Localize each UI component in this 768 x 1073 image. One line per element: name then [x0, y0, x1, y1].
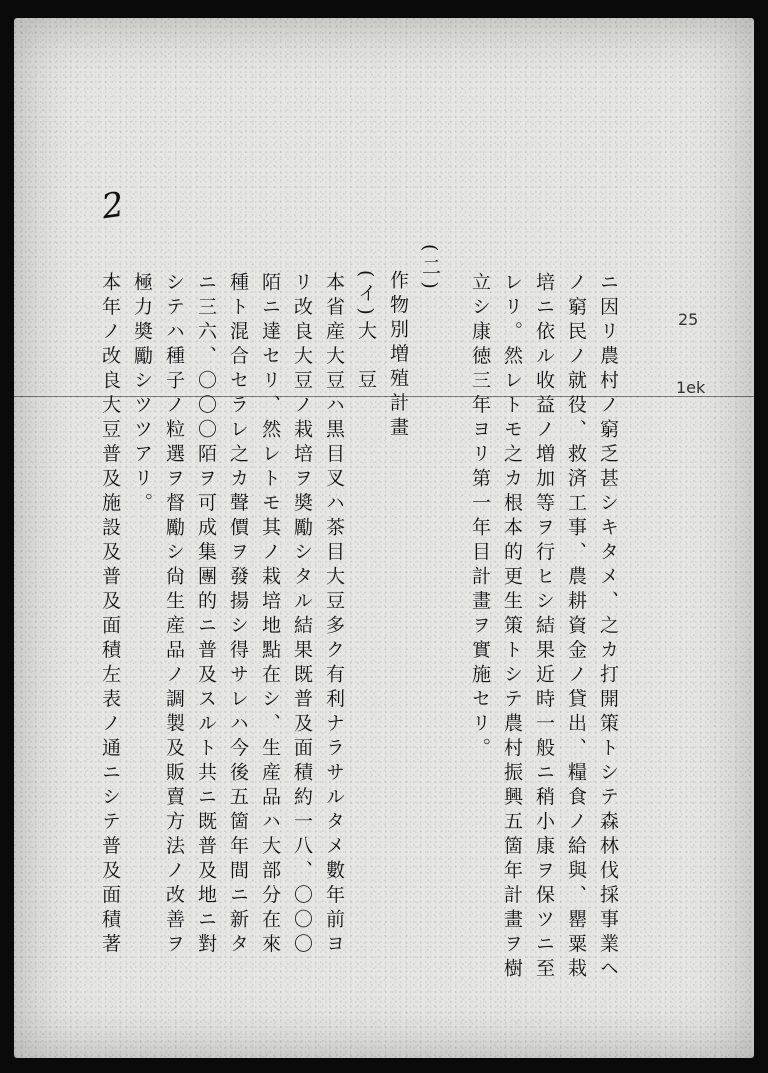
text-column: 本省産大豆ハ黒目叉ハ茶目大豆多ク有利ナラサルタメ數年前ヨ: [323, 272, 345, 958]
text-column: レリ。然レトモ之カ根本的更生策トシテ農村振興五箇年計畫ヲ樹: [501, 272, 523, 983]
text-column: 培ニ依ル收益ノ増加等ヲ行ヒシ結果近時一般ニ稍小康ヲ保ツニ至: [533, 272, 555, 983]
handwritten-page-number: 2: [99, 184, 127, 228]
text-column: 陌ニ達セリ、然レトモ其ノ栽培地點在シ、生産品ハ大部分在來: [259, 272, 281, 958]
text-column: リ改良大豆ノ栽培ヲ奬勵シタル結果既普及面積約一八、〇〇〇: [291, 272, 313, 958]
text-column: シテハ種子ノ粒選ヲ督勵シ尙生産品ノ調製及販賣方法ノ改善ヲ: [163, 272, 185, 958]
text-column: 種ト混合セラレ之カ聲價ヲ發揚シ得サレハ今後五箇年間ニ新タ: [227, 272, 249, 958]
subsection-heading: (イ)大 豆: [355, 270, 377, 394]
margin-mark: 1ek: [676, 378, 706, 397]
vertical-text-block: [84, 230, 624, 990]
text-column: 立シ康徳三年ヨリ第一年目計畫ヲ實施セリ。: [469, 272, 491, 762]
section-number: (二): [419, 244, 441, 295]
text-column: 本年ノ改良大豆普及施設及普及面積左表ノ通ニシテ普及面積著: [99, 272, 121, 958]
text-column: 極力奬勵シツツアリ。: [131, 272, 153, 517]
text-column: ノ窮民ノ就役、救済工事、農耕資金ノ貸出、糧食ノ給與、罌粟栽: [565, 272, 587, 983]
margin-mark: 25: [678, 310, 699, 329]
text-column: ニ三六、〇〇〇陌ヲ可成集團的ニ普及スルト共ニ既普及地ニ對: [195, 272, 217, 958]
column-gap: [446, 230, 464, 990]
section-heading: 作物別増殖計畫: [387, 270, 409, 442]
text-column: ニ因リ農村ノ窮乏甚シキタメ、之カ打開策トシテ森林伐採事業ヘ: [597, 272, 619, 983]
